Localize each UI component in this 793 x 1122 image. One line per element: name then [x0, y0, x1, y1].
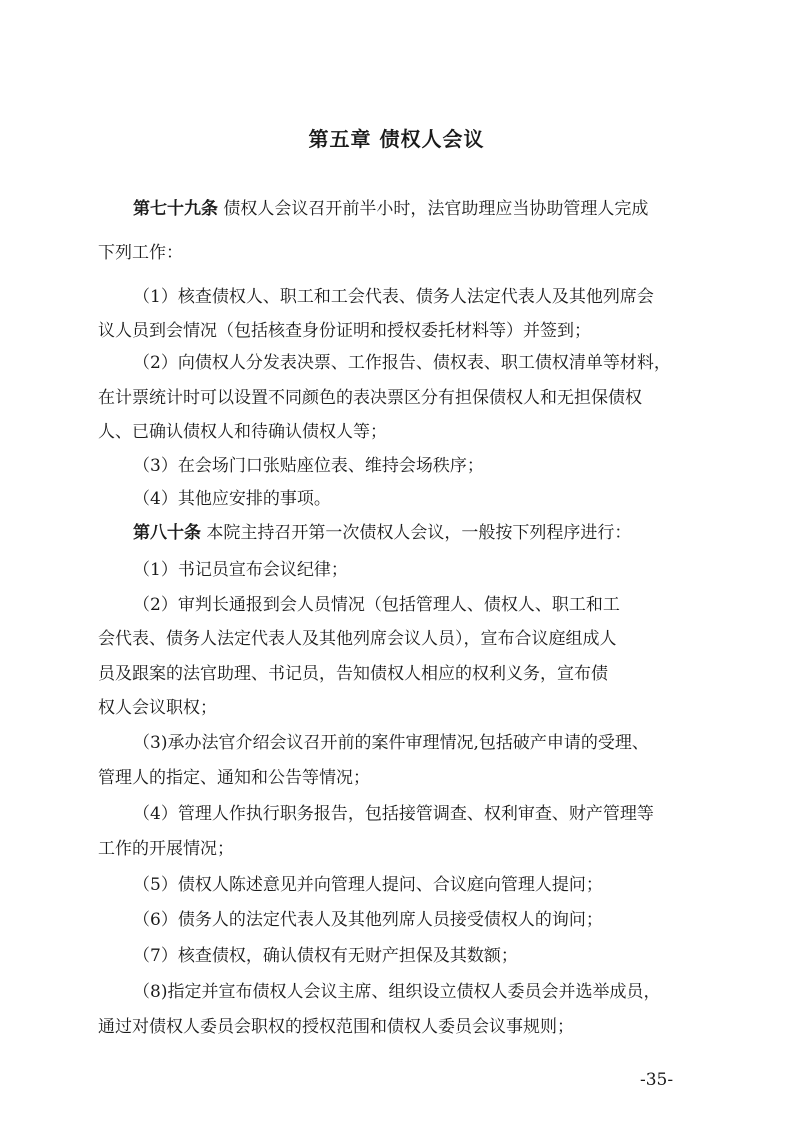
step-3-line-2: 管理人的指定、通知和公告等情况； — [98, 768, 370, 788]
step-7-line: （7）核查债权，确认债权有无财产担保及其数额； — [133, 946, 518, 966]
item-2-line-1: （2）向债权人分发表决票、工作报告、债权表、职工债权清单等材料， — [133, 353, 671, 373]
page-number: -35- — [640, 1070, 674, 1090]
step-3-line-1: （3)承办法官介绍会议召开前的案件审理情况,包括破产申请的受理、 — [133, 733, 649, 753]
step-2-line-4: 权人会议职权； — [98, 698, 217, 718]
step-4-line-1: （4）管理人作执行职务报告，包括接管调查、权利审查、财产管理等 — [133, 804, 654, 824]
item-1-line-1: （1）核查债权人、职工和工会代表、债务人法定代表人及其他列席会 — [133, 287, 654, 307]
step-2-line-1: （2）审判长通报到会人员情况（包括管理人、债权人、职工和工 — [133, 595, 620, 615]
article-79-line-1 — [133, 196, 648, 222]
chapter-title: 第五章 债权人会议 — [308, 127, 485, 151]
step-1-line: （1）书记员宣布会议纪律； — [133, 560, 348, 580]
step-2-line-2: 会代表、债务人法定代表人及其他列席会议人员），宣布合议庭组成人 — [98, 629, 617, 649]
article-79-number: 第七十九条 — [133, 199, 218, 219]
article-79-line-2: 下列工作： — [98, 243, 183, 263]
article-80-number: 第八十条 — [133, 523, 201, 543]
step-8-line-1: （8)指定并宣布债权人会议主席、组织设立债权人委员会并选举成员， — [133, 982, 661, 1002]
item-3-line: （3）在会场门口张贴座位表、维持会场秩序； — [133, 456, 484, 476]
item-2-line-2: 在计票统计时可以设置不同颜色的表决票区分有担保债权人和无担保债权 — [98, 388, 642, 408]
step-6-line: （6）债务人的法定代表人及其他列席人员接受债权人的询问； — [133, 910, 603, 930]
article-79-text: 债权人会议召开前半小时，法官助理应当协助管理人完成 — [218, 199, 649, 219]
article-80-text: 本院主持召开第一次债权人会议，一般按下列程序进行： — [201, 523, 632, 543]
step-8-line-2: 通过对债权人委员会职权的授权范围和债权人委员会议事规则； — [98, 1017, 574, 1037]
step-5-line: （5）债权人陈述意见并向管理人提问、合议庭向管理人提问； — [133, 875, 603, 895]
article-80-line-1 — [133, 520, 631, 546]
item-1-line-2: 议人员到会情况（包括核查身份证明和授权委托材料等）并签到； — [98, 321, 591, 341]
item-4-line: （4）其他应安排的事项。 — [133, 489, 331, 509]
step-2-line-3: 员及跟案的法官助理、书记员，告知债权人相应的权利义务，宣布债 — [98, 664, 608, 684]
item-2-line-3: 人、已确认债权人和待确认债权人等； — [98, 422, 387, 442]
step-4-line-2: 工作的开展情况； — [98, 839, 234, 859]
